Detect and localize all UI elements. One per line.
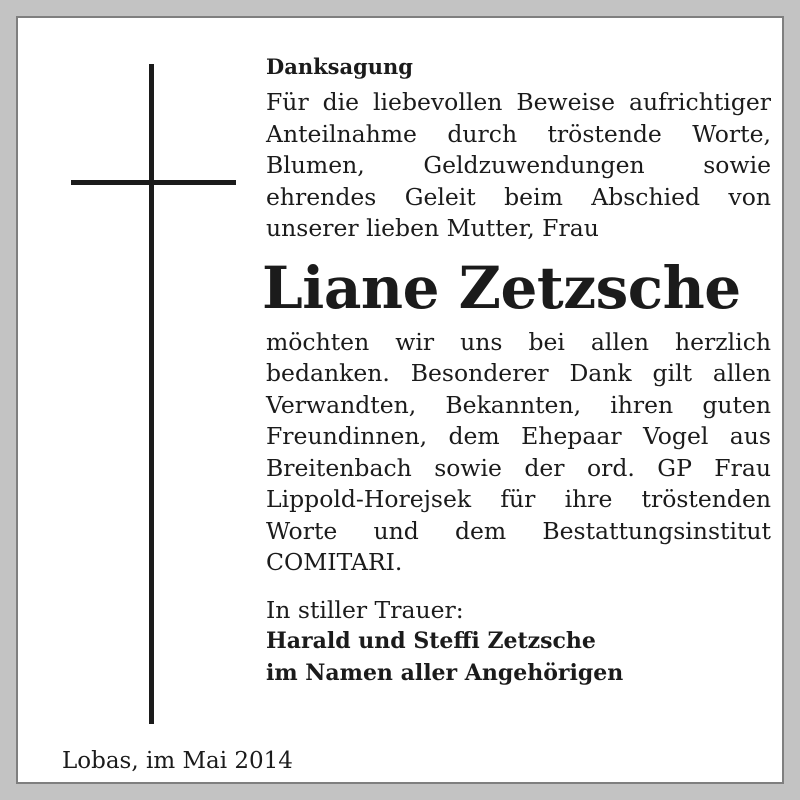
thanks-text: möchten wir uns bei allen herzlich bedanken. Besonderer Dank gilt allen Verwandten, Bekannten, ihren guten Freundinnen, dem Ehepaar Vogel aus Breitenbach sowie der ord. GP Frau Lippold-Horejsek für ihre tröstenden Worte und dem Bestattungsinstitut COMITARI. xyxy=(266,327,771,576)
closing-label: In stiller Trauer: xyxy=(266,595,464,624)
closing-block xyxy=(266,595,771,690)
family-line: im Namen aller Angehörigen xyxy=(266,659,624,686)
cross-icon-crossbar xyxy=(71,180,236,185)
cross-icon xyxy=(149,64,154,724)
notice-body xyxy=(262,52,771,689)
deceased-name: Liane Zetzsche xyxy=(262,253,741,322)
intro-text: Für die liebevollen Beweise aufrichtiger Anteilnahme durch tröstende Worte, Blumen, Geldzuwendungen sowie ehrendes Geleit beim Abschied von unserer lieben Mutter, Frau xyxy=(266,88,771,242)
mourner-names: Harald und Steffi Zetzsche xyxy=(266,628,596,654)
place-date: Lobas, im Mai 2014 xyxy=(62,748,293,774)
notice-heading: Danksagung xyxy=(266,54,413,79)
